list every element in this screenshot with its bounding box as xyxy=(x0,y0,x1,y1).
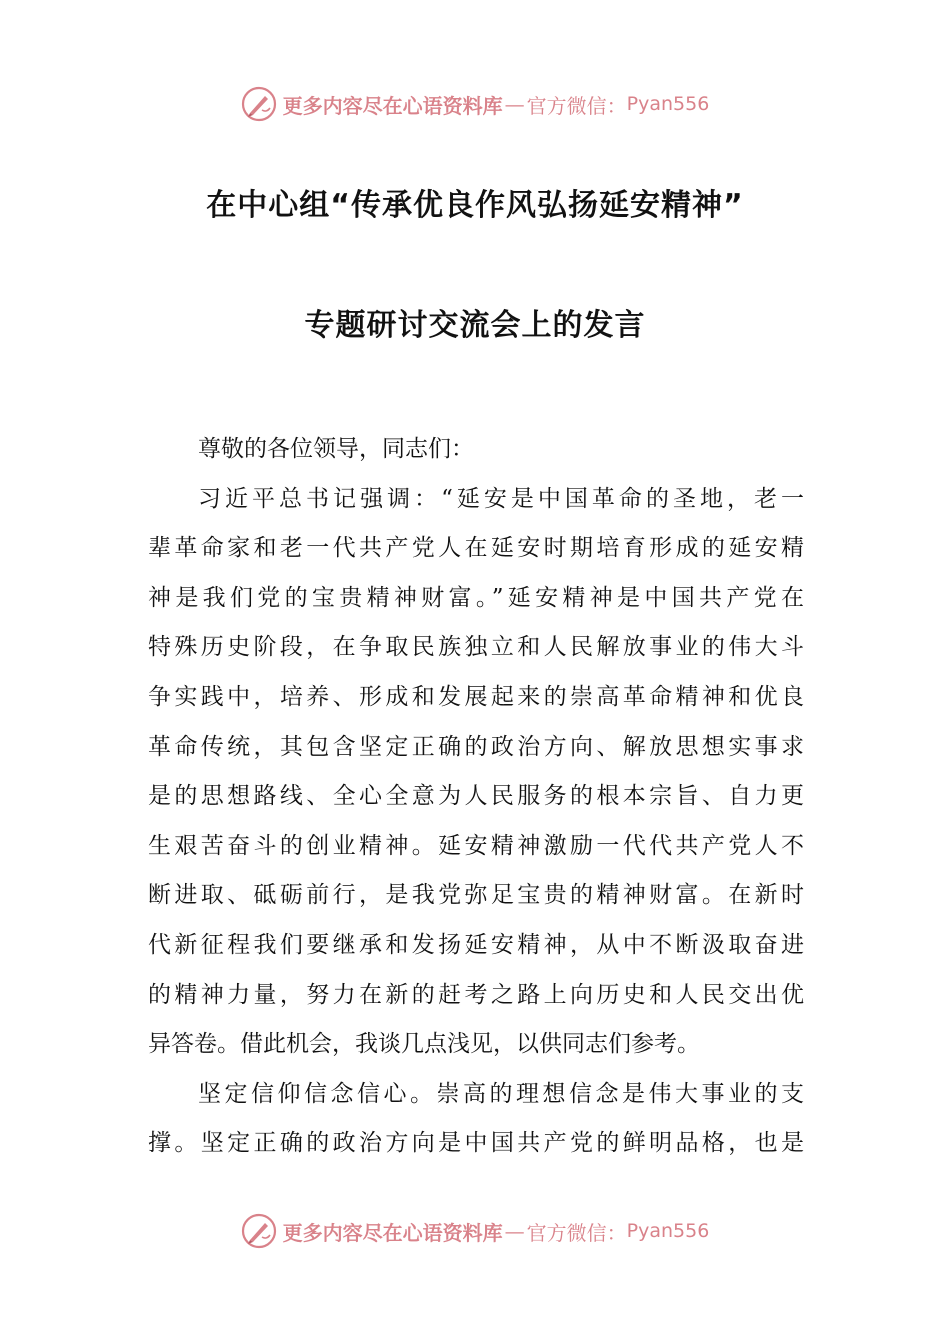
body-line: 尊敬的各位领导，同志们： xyxy=(198,436,474,462)
body-line: 的精神力量，努力在新的赶考之路上向历史和人民交出优 xyxy=(148,981,804,1008)
watermark-wechat-label: 官方微信： xyxy=(526,93,627,118)
watermark-dash: — xyxy=(504,92,525,116)
body-line: 撑。坚定正确的政治方向是中国共产党的鲜明品格，也是 xyxy=(148,1130,804,1157)
pen-logo-icon xyxy=(241,1213,277,1249)
body-line: 生艰苦奋斗的创业精神。延安精神激励一代代共产党人不 xyxy=(148,832,804,859)
document-body xyxy=(148,425,804,1169)
watermark-wechat-id: Pyan556 xyxy=(626,1220,710,1242)
body-line: 习近平总书记强调：“延安是中国革命的圣地，老一 xyxy=(198,485,804,512)
watermark-footer xyxy=(0,1211,950,1251)
document-title-line-1: 在中心组“传承优良作风弘扬延安精神” xyxy=(206,188,744,223)
watermark-main-text: 更多内容尽在心语资料库 xyxy=(282,1220,503,1245)
body-line: 是的思想路线、全心全意为人民服务的根本宗旨、自力更 xyxy=(148,783,804,810)
watermark-header xyxy=(0,84,950,124)
body-line: 革命传统，其包含坚定正确的政治方向、解放思想实事求 xyxy=(148,733,804,760)
body-line: 神是我们党的宝贵精神财富。”延安精神是中国共产党在 xyxy=(148,584,804,611)
body-line: 断进取、砥砺前行，是我党弥足宝贵的精神财富。在新时 xyxy=(148,882,804,909)
body-line: 异答卷。借此机会，我谈几点浅见，以供同志们参考。 xyxy=(148,1031,700,1058)
body-line: 辈革命家和老一代共产党人在延安时期培育形成的延安精 xyxy=(148,535,804,562)
watermark-main-text: 更多内容尽在心语资料库 xyxy=(282,93,503,118)
body-line: 代新征程我们要继承和发扬延安精神，从中不断汲取奋进 xyxy=(148,931,804,958)
body-line: 坚定信仰信念信心。崇高的理想信念是伟大事业的支 xyxy=(198,1080,804,1107)
body-line: 特殊历史阶段，在争取民族独立和人民解放事业的伟大斗 xyxy=(148,634,804,661)
watermark-wechat-label: 官方微信： xyxy=(526,1220,627,1245)
document-title-line-2: 专题研讨交流会上的发言 xyxy=(304,308,646,343)
body-line: 争实践中，培养、形成和发展起来的崇高革命精神和优良 xyxy=(148,683,804,710)
watermark-dash: — xyxy=(504,1219,525,1243)
pen-logo-icon xyxy=(241,86,277,122)
watermark-wechat-id: Pyan556 xyxy=(626,93,710,115)
